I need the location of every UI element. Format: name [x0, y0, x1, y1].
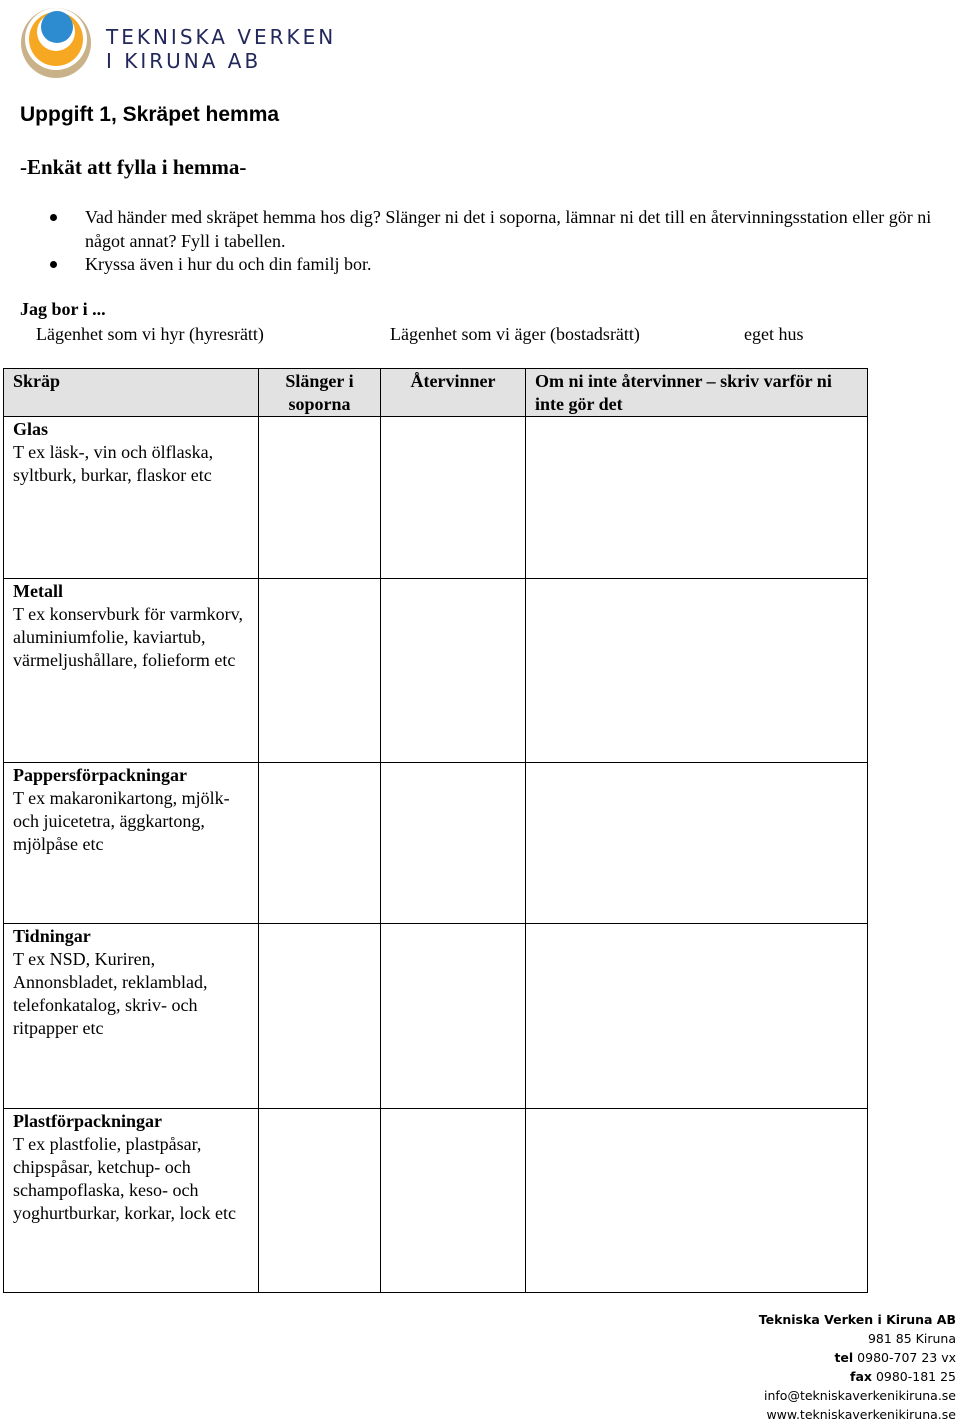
varfor-cell[interactable] [526, 763, 868, 924]
bullet-icon [50, 261, 57, 268]
header-slanger: Slänger i soporna [259, 369, 381, 417]
fax-label: fax [850, 1369, 872, 1384]
footer-web[interactable]: www.tekniskaverkenikiruna.se [766, 1407, 956, 1422]
category-name: Plastförpackningar [13, 1111, 163, 1131]
slanger-cell[interactable] [259, 763, 381, 924]
table-row [4, 579, 868, 763]
waste-category-cell [4, 1109, 259, 1293]
fax-number: 0980-181 25 [875, 1369, 956, 1384]
table-header-row [4, 369, 868, 417]
atervinner-cell[interactable] [381, 763, 526, 924]
footer-fax [759, 1367, 956, 1386]
category-name: Metall [13, 581, 63, 601]
company-logo [20, 5, 350, 80]
waste-category-cell [4, 924, 259, 1109]
category-name: Glas [13, 419, 49, 439]
varfor-cell[interactable] [526, 924, 868, 1109]
instruction-text: Vad händer med skräpet hemma hos dig? Slänger ni det i soporna, lämnar ni det till en återvinningsstation eller gör ni något annat? Fyll i tabellen. [85, 207, 932, 251]
header-skrap: Skräp [4, 369, 259, 417]
category-examples: T ex makaronikartong, mjölk- och juicetetra, äggkartong, mjölpåse etc [13, 788, 230, 854]
logo-line-1: TEKNISKA VERKEN [106, 25, 337, 49]
bullet-icon [50, 214, 57, 221]
category-name: Pappersförpackningar [13, 765, 188, 785]
living-option-eget-hus[interactable]: eget hus [744, 324, 804, 344]
waste-category-cell [4, 579, 259, 763]
instruction-item [50, 253, 945, 277]
footer-tel [759, 1348, 956, 1367]
footer-address: 981 85 Kiruna [867, 1331, 956, 1346]
living-label: Jag bor i ... [20, 299, 106, 319]
waste-category-cell [4, 763, 259, 924]
waste-survey-table [3, 368, 868, 1293]
category-examples: T ex läsk-, vin och ölflaska, syltburk, burkar, flaskor etc [13, 442, 214, 485]
instruction-text: Kryssa även i hur du och din familj bor. [85, 254, 372, 274]
header-varfor: Om ni inte återvinner – skriv varför ni inte gör det [526, 369, 868, 417]
instruction-item [50, 206, 945, 253]
atervinner-cell[interactable] [381, 579, 526, 763]
atervinner-cell[interactable] [381, 1109, 526, 1293]
instruction-list [50, 206, 945, 277]
page-subtitle: -Enkät att fylla i hemma- [20, 155, 247, 179]
category-name: Tidningar [13, 926, 91, 946]
logo-line-2: I KIRUNA AB [106, 49, 262, 73]
waste-category-cell [4, 417, 259, 579]
table-row [4, 417, 868, 579]
footer-company: Tekniska Verken i Kiruna AB [758, 1312, 956, 1327]
varfor-cell[interactable] [526, 417, 868, 579]
atervinner-cell[interactable] [381, 417, 526, 579]
company-footer [759, 1310, 956, 1424]
page-title: Uppgift 1, Skräpet hemma [20, 103, 280, 126]
category-examples: T ex konservburk för varmkorv, aluminiumfolie, kaviartub, värmeljushållare, folieform etc [13, 604, 243, 670]
table-row [4, 1109, 868, 1293]
category-examples: T ex NSD, Kuriren, Annonsbladet, reklamblad, telefonkatalog, skriv- och ritpapper etc [13, 949, 208, 1038]
logo-emblem-icon [20, 5, 100, 80]
atervinner-cell[interactable] [381, 924, 526, 1109]
footer-email[interactable]: info@tekniskaverkenikiruna.se [764, 1388, 956, 1403]
table-row [4, 763, 868, 924]
varfor-cell[interactable] [526, 579, 868, 763]
living-option-bostadsratt[interactable]: Lägenhet som vi äger (bostadsrätt) [390, 324, 640, 344]
header-atervinner: Återvinner [381, 369, 526, 417]
slanger-cell[interactable] [259, 417, 381, 579]
slanger-cell[interactable] [259, 1109, 381, 1293]
logo-text [106, 25, 336, 73]
slanger-cell[interactable] [259, 579, 381, 763]
living-option-hyresratt[interactable]: Lägenhet som vi hyr (hyresrätt) [36, 324, 264, 344]
tel-number: 0980-707 23 vx [857, 1350, 956, 1365]
varfor-cell[interactable] [526, 1109, 868, 1293]
category-examples: T ex plastfolie, plastpåsar, chipspåsar, ketchup- och schampoflaska, keso- och yoghurtburkar, korkar, lock etc [13, 1134, 236, 1223]
table-row [4, 924, 868, 1109]
tel-label: tel [834, 1350, 854, 1365]
slanger-cell[interactable] [259, 924, 381, 1109]
